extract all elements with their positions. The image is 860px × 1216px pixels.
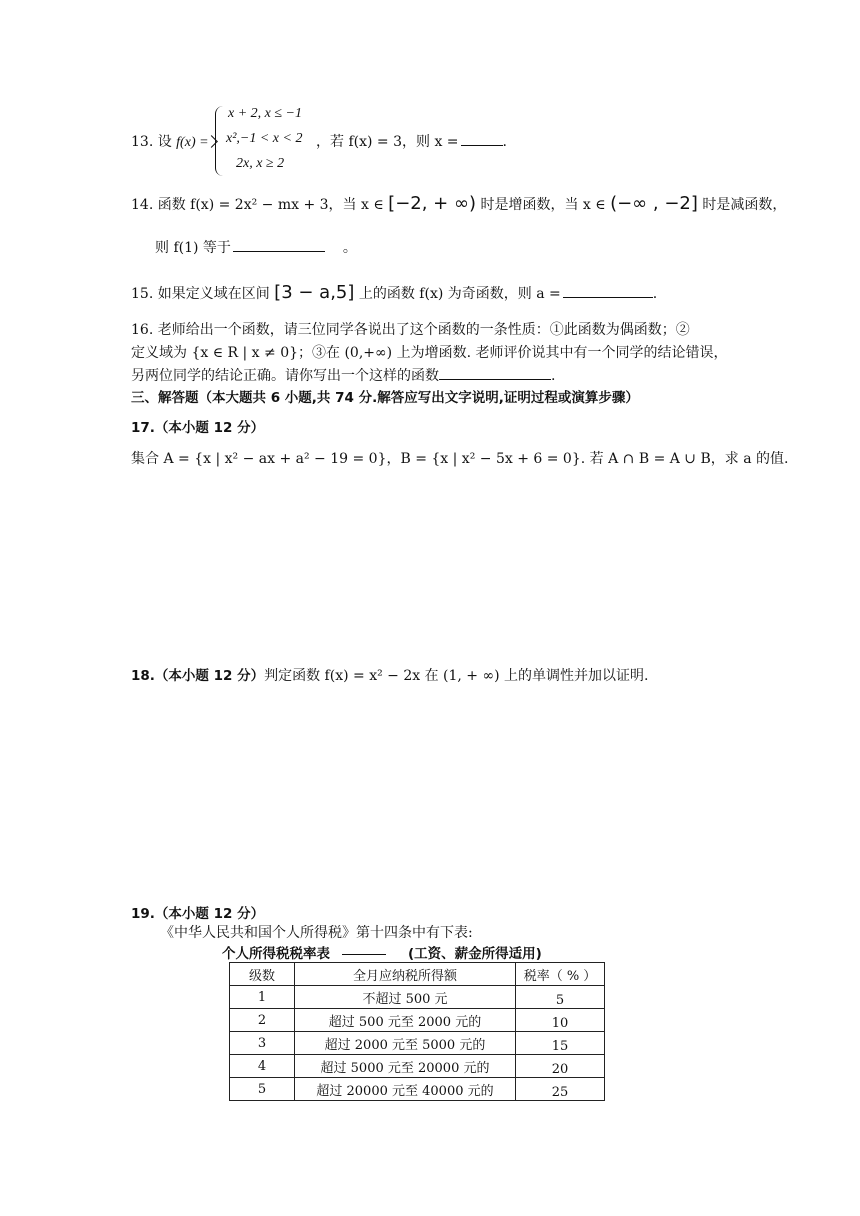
q13-fx: f(x) = [176,135,209,150]
q13-case-3: 2x, x ≥ 2 [236,156,285,171]
q13-brace [215,106,224,176]
q16-end: . [551,368,556,384]
table-cell-rate: 5 [516,986,605,1009]
q15-interval: [3 − a,5] [274,282,355,303]
table-cell-level: 1 [230,986,295,1009]
q16-line-1: 16. 老师给出一个函数，请三位同学各说出了这个函数的一条性质：①此函数为偶函数；② [131,322,690,338]
table-cell-level: 3 [230,1032,295,1055]
q19-heading: 19.（本小题 12 分） [131,906,265,922]
table-cell-rate: 10 [516,1009,605,1032]
q14-end: 。 [342,240,357,256]
q19-table-caption [222,942,542,962]
q14-answer-blank[interactable] [233,237,325,252]
q16-text-3: 另两位同学的结论正确。请你写出一个这样的函数 [131,368,439,384]
q17-body: 集合 A = {x | x² − ax + a² − 19 = 0}，B = {x | x² − 5x + 6 = 0}. 若 A ∩ B = A ∪ B，求 a 的值. [131,451,789,467]
q14-interval-2: (−∞ , −2] [610,193,698,214]
q16-line-2: 定义域为 {x ∈ R | x ≠ 0}；③在 (0,+∞) 上为增函数. 老师评价说其中有一个同学的结论错误， [131,345,728,361]
q19-intro: 《中华人民共和国个人所得税》第十四条中有下表: [160,925,473,941]
table-cell-range: 超过 20000 元至 40000 元的 [295,1078,516,1101]
q13-case-2: x²,−1 < x < 2 [226,131,303,146]
table-row [230,986,605,1009]
q14-text-1: 14. 函数 f(x) = 2x² − mx + 3，当 x ∈ [131,197,384,213]
table-row [230,1009,605,1032]
table-cell-level: 4 [230,1055,295,1078]
q14-line-1 [131,193,786,214]
q19-table-title: 个人所得税税率表 [222,946,330,962]
q18-body: 判定函数 f(x) = x² − 2x 在 (1, + ∞) 上的单调性并加以证明. [264,668,649,684]
q14-line-2 [155,237,357,257]
table-header: 级数 [230,963,295,986]
table-header: 税率（ % ） [516,963,605,986]
q15-line [131,282,657,303]
q15-end: . [652,286,658,302]
section-3-heading: 三、解答题（本大题共 6 小题,共 74 分.解答应写出文字说明,证明过程或演算步骤） [131,390,639,406]
q13-number [131,131,209,151]
q17-heading: 17.（本小题 12 分） [131,420,265,436]
q13-end: . [502,134,507,150]
table-cell-rate: 15 [516,1032,605,1055]
tax-rate-table [229,962,605,1101]
table-cell-range: 超过 500 元至 2000 元的 [295,1009,516,1032]
table-cell-range: 超过 2000 元至 5000 元的 [295,1032,516,1055]
q16-answer-blank[interactable] [439,365,551,380]
q18-answer-area[interactable] [131,694,731,884]
table-cell-rate: 25 [516,1078,605,1101]
table-row [230,1032,605,1055]
q15-text: 15. 如果定义域在区间 [131,286,270,302]
table-cell-rate: 20 [516,1055,605,1078]
q15-answer-blank[interactable] [563,283,653,298]
q14-tail: 时是减函数， [702,197,787,213]
q13-case-1: x + 2, x ≤ −1 [228,106,303,121]
table-row [230,1078,605,1101]
table-cell-range: 超过 5000 元至 20000 元的 [295,1055,516,1078]
q13-condition [316,131,507,151]
q17-answer-area[interactable] [131,476,731,646]
q18-heading: 18.（本小题 12 分） [131,668,265,684]
q14-text-2: 则 f(1) 等于 [155,240,231,256]
q15-mid: 上的函数 f(x) 为奇函数，则 a = [358,286,561,302]
caption-rule [342,954,386,955]
q16-line-3 [131,365,555,385]
table-cell-level: 5 [230,1078,295,1101]
q13-label: 13. 设 [131,134,177,150]
q14-mid: 时是增函数，当 x ∈ [480,197,606,213]
table-header: 全月应纳税所得额 [295,963,516,986]
q18-line [131,664,649,685]
q14-interval-1: [−2, + ∞) [388,193,476,214]
table-cell-range: 不超过 500 元 [295,986,516,1009]
q19-table-subtitle: (工资、薪金所得适用) [408,946,542,962]
table-row [230,1055,605,1078]
table-header-row [230,963,605,986]
q13-mid-text: ，若 f(x) = 3，则 x = [316,134,459,150]
table-cell-level: 2 [230,1009,295,1032]
q13-answer-blank[interactable] [461,131,503,146]
